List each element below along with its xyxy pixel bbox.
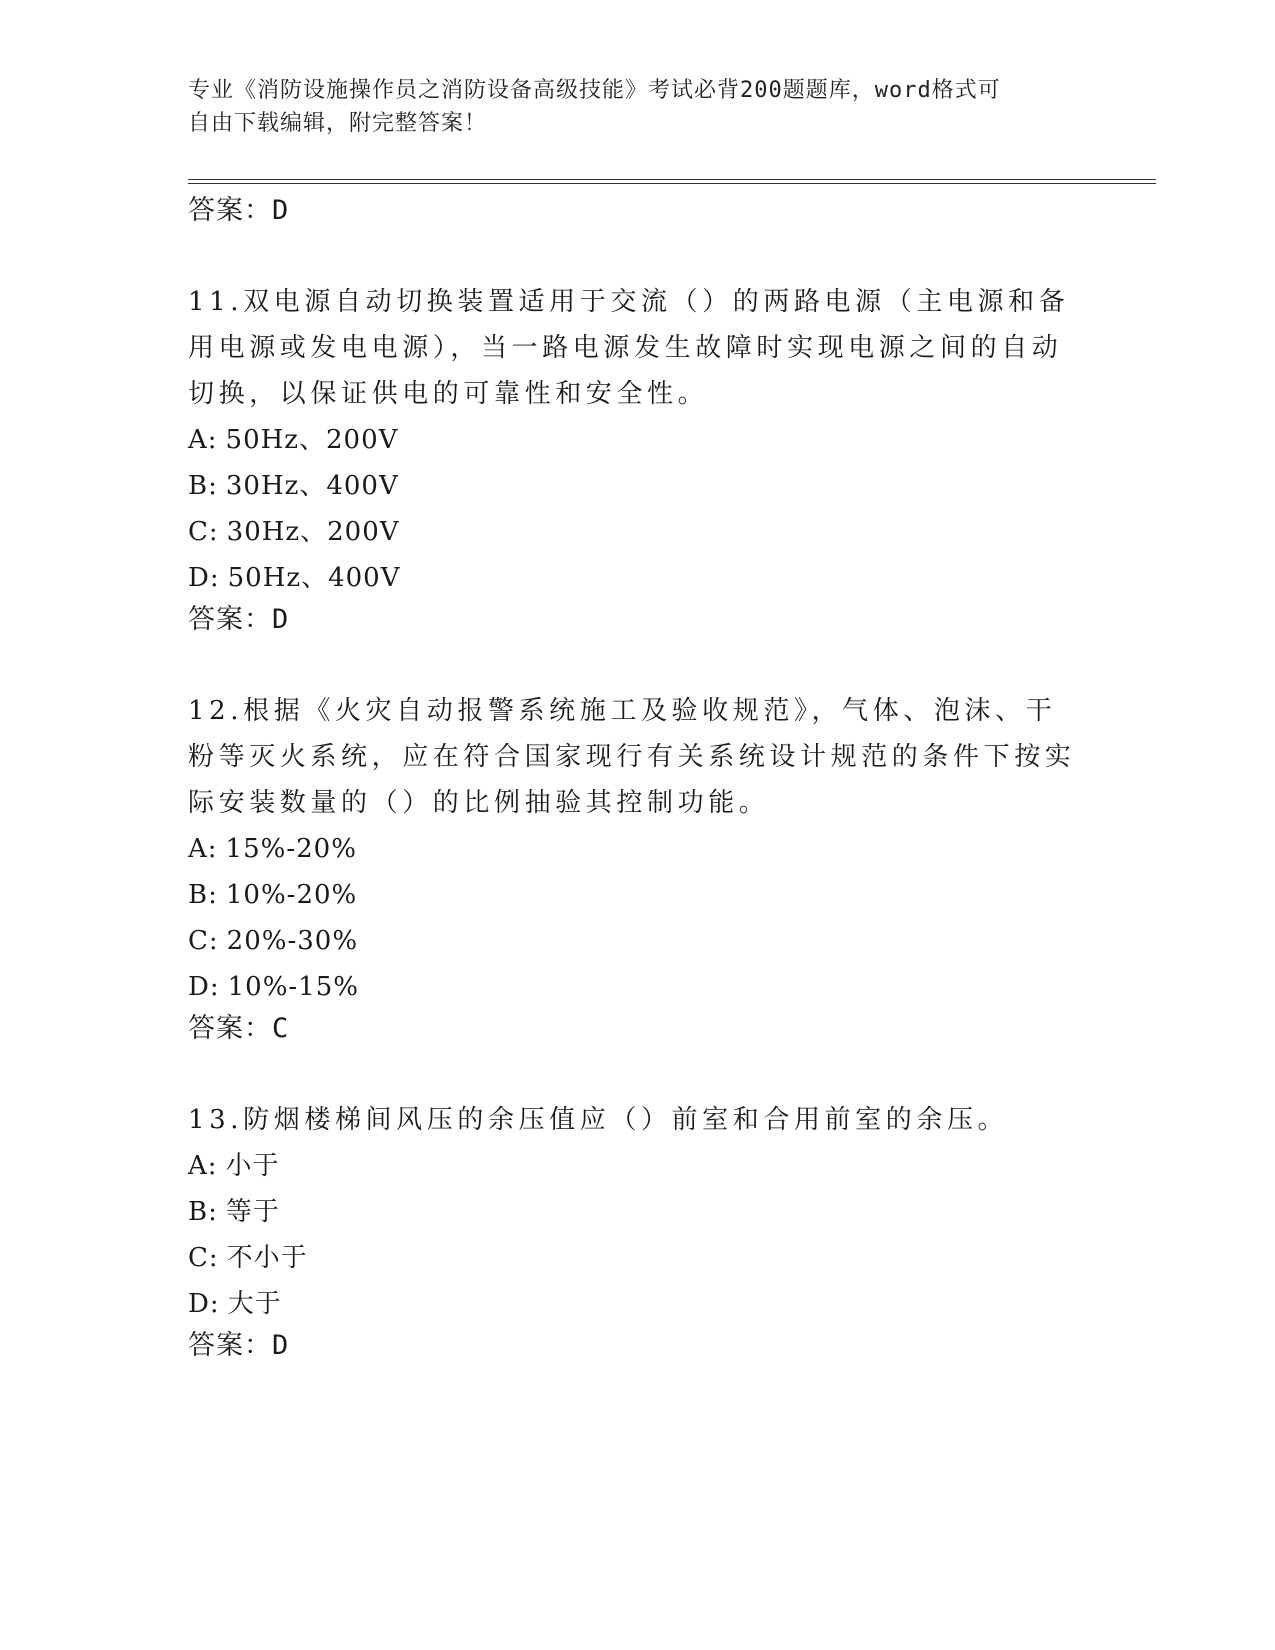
question-block <box>188 279 1088 639</box>
answer-line: 答案：D <box>188 604 290 635</box>
question-text: 12.根据《火灾自动报警系统施工及验收规范》，气体、泡沫、干粉等灭火系统，应在符合国家现行有关系统设计规范的条件下按实际安装数量的（）的比例抽验其控制功能。 <box>188 696 1076 818</box>
option-label: C: <box>188 1243 219 1273</box>
answer-line: 答案：C <box>188 1013 290 1044</box>
option-b <box>188 463 1088 509</box>
option-d <box>188 964 1088 1010</box>
answer-line: 答案：D <box>188 1330 290 1361</box>
option-label: D: <box>188 563 220 593</box>
option-value: 20%-30% <box>226 926 359 956</box>
document-body <box>188 192 1088 1365</box>
option-d <box>188 1281 1088 1327</box>
option-value: 大于 <box>227 1289 282 1319</box>
option-value: 30Hz、200V <box>226 517 400 547</box>
option-label: B: <box>188 880 218 910</box>
option-a <box>188 1143 1088 1189</box>
option-value: 小于 <box>225 1151 280 1181</box>
option-c <box>188 509 1088 555</box>
answer-line: 答案：D <box>188 195 290 226</box>
option-value: 50Hz、400V <box>227 563 401 593</box>
header-divider <box>188 179 1156 184</box>
option-d <box>188 555 1088 601</box>
question-text: 13.防烟楼梯间风压的余压值应（）前室和合用前室的余压。 <box>188 1105 1009 1135</box>
option-value: 50Hz、200V <box>225 425 399 455</box>
question-text: 11.双电源自动切换装置适用于交流（）的两路电源（主电源和备用电源或发电电源），当一路电源发生故障时实现电源之间的自动切换，以保证供电的可靠性和安全性。 <box>188 287 1070 409</box>
option-value: 10%-20% <box>225 880 358 910</box>
page-header <box>188 74 1088 140</box>
option-label: A: <box>188 425 218 455</box>
option-label: C: <box>188 926 219 956</box>
option-value: 不小于 <box>226 1243 308 1273</box>
option-label: A: <box>188 834 218 864</box>
option-value: 15%-20% <box>225 834 357 864</box>
question-block <box>188 1097 1088 1365</box>
question-block <box>188 688 1088 1048</box>
option-label: B: <box>188 1197 218 1227</box>
option-b <box>188 872 1088 918</box>
option-label: A: <box>188 1151 218 1181</box>
option-label: D: <box>188 972 220 1002</box>
option-label: B: <box>188 471 218 501</box>
option-label: D: <box>188 1289 220 1319</box>
option-value: 等于 <box>225 1197 280 1227</box>
option-a <box>188 826 1088 872</box>
option-c <box>188 1235 1088 1281</box>
option-a <box>188 417 1088 463</box>
header-title-line-1: 专业《消防设施操作员之消防设备高级技能》考试必背200题题库，word格式可 <box>188 78 1001 103</box>
option-value: 10%-15% <box>227 972 359 1002</box>
option-c <box>188 918 1088 964</box>
option-b <box>188 1189 1088 1235</box>
header-title-line-2: 自由下载编辑，附完整答案！ <box>188 111 488 136</box>
option-value: 30Hz、400V <box>225 471 399 501</box>
option-label: C: <box>188 517 219 547</box>
